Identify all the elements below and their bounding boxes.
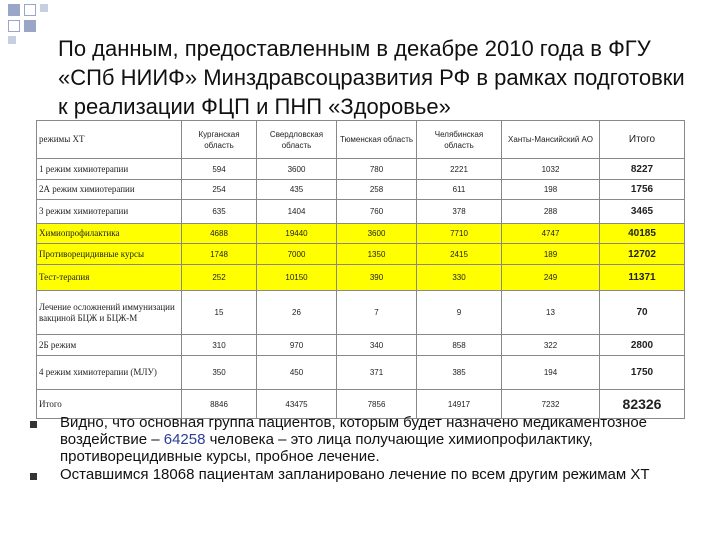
value-cell: 194 [502, 356, 600, 390]
header-cell: режимы ХТ [37, 121, 182, 159]
total-cell: 70 [600, 291, 685, 335]
table-row [37, 356, 685, 390]
value-cell: 2415 [417, 244, 502, 265]
value-cell: 310 [182, 335, 257, 356]
value-cell: 1748 [182, 244, 257, 265]
value-cell: 43475 [257, 390, 337, 419]
header-cell: Свердловская область [257, 121, 337, 159]
value-cell: 970 [257, 335, 337, 356]
total-cell: 2800 [600, 335, 685, 356]
bullet-item [30, 414, 700, 465]
total-cell: 11371 [600, 265, 685, 291]
header-cell: Челябинская область [417, 121, 502, 159]
row-label: Лечение осложнений иммунизации вакциной БЦЖ и БЦЖ-М [37, 291, 182, 335]
value-cell: 635 [182, 200, 257, 224]
total-cell: 3465 [600, 200, 685, 224]
value-cell: 7000 [257, 244, 337, 265]
value-cell: 350 [182, 356, 257, 390]
value-cell: 390 [337, 265, 417, 291]
bullet-text: Оставшимся 18068 пациентам запланировано лечение по всем другим режимам ХТ [60, 466, 650, 483]
table-header-row [37, 121, 685, 159]
value-cell: 258 [337, 180, 417, 200]
value-cell: 13 [502, 291, 600, 335]
value-cell: 10150 [257, 265, 337, 291]
value-cell: 15 [182, 291, 257, 335]
total-cell: 12702 [600, 244, 685, 265]
value-cell: 189 [502, 244, 600, 265]
value-cell: 450 [257, 356, 337, 390]
total-cell: 8227 [600, 159, 685, 180]
value-cell: 1032 [502, 159, 600, 180]
table-row [37, 335, 685, 356]
value-cell: 198 [502, 180, 600, 200]
decor-square [8, 20, 20, 32]
row-label: 2А режим химиотерапии [37, 180, 182, 200]
value-cell: 288 [502, 200, 600, 224]
total-cell: 1756 [600, 180, 685, 200]
table-row [37, 291, 685, 335]
value-cell: 252 [182, 265, 257, 291]
value-cell: 7710 [417, 224, 502, 244]
row-label: Тест-терапия [37, 265, 182, 291]
header-cell: Ханты-Мансийский АО [502, 121, 600, 159]
value-cell: 322 [502, 335, 600, 356]
table-body [37, 159, 685, 419]
total-cell: 40185 [600, 224, 685, 244]
row-label: 1 режим химиотерапии [37, 159, 182, 180]
value-cell: 7856 [337, 390, 417, 419]
row-label: Химиопрофилактика [37, 224, 182, 244]
table-row [37, 244, 685, 265]
value-cell: 7232 [502, 390, 600, 419]
value-cell: 26 [257, 291, 337, 335]
bullet-text-part: человека – это лица получающие химиопрофилактику, противорецидивные курсы, пробное лечение. [60, 431, 593, 465]
row-label: 4 режим химиотерапии (МЛУ) [37, 356, 182, 390]
value-cell: 594 [182, 159, 257, 180]
value-cell: 330 [417, 265, 502, 291]
value-cell: 249 [502, 265, 600, 291]
value-cell: 378 [417, 200, 502, 224]
bullet-text-part: Видно, что основная группа пациентов, которым будет назначено медикаментозное воздействие – [60, 414, 648, 448]
decor-square [8, 36, 16, 44]
total-cell: 82326 [600, 390, 685, 419]
highlighted-number: 64258 [163, 431, 206, 448]
value-cell: 371 [337, 356, 417, 390]
value-cell: 4747 [502, 224, 600, 244]
value-cell: 4688 [182, 224, 257, 244]
value-cell: 385 [417, 356, 502, 390]
decor-square [8, 4, 20, 16]
square-bullet-icon [30, 421, 37, 428]
value-cell: 435 [257, 180, 337, 200]
value-cell: 1350 [337, 244, 417, 265]
row-label: Итого [37, 390, 182, 419]
value-cell: 19440 [257, 224, 337, 244]
value-cell: 3600 [337, 224, 417, 244]
header-cell: Курганская область [182, 121, 257, 159]
decor-square [24, 4, 36, 16]
row-label: Противорецидивные курсы [37, 244, 182, 265]
bullet-list [30, 414, 700, 483]
value-cell: 340 [337, 335, 417, 356]
decor-square [40, 4, 48, 12]
value-cell: 780 [337, 159, 417, 180]
value-cell: 254 [182, 180, 257, 200]
value-cell: 8846 [182, 390, 257, 419]
value-cell: 7 [337, 291, 417, 335]
table-row [37, 200, 685, 224]
header-cell: Итого [600, 121, 685, 159]
value-cell: 9 [417, 291, 502, 335]
value-cell: 611 [417, 180, 502, 200]
value-cell: 3600 [257, 159, 337, 180]
value-cell: 760 [337, 200, 417, 224]
decor-square [24, 20, 36, 32]
table-row [37, 180, 685, 200]
table-row [37, 159, 685, 180]
value-cell: 1404 [257, 200, 337, 224]
row-label: 3 режим химиотерапии [37, 200, 182, 224]
row-label: 2Б режим [37, 335, 182, 356]
table-row [37, 265, 685, 291]
data-table [36, 120, 685, 419]
corner-decoration [0, 0, 50, 50]
value-cell: 14917 [417, 390, 502, 419]
value-cell: 858 [417, 335, 502, 356]
value-cell: 2221 [417, 159, 502, 180]
bullet-item [30, 466, 700, 483]
total-cell: 1750 [600, 356, 685, 390]
square-bullet-icon [30, 473, 37, 480]
table-row [37, 224, 685, 244]
slide-title: По данным, предоставленным в декабре 2010 года в ФГУ «СПб НИИФ» Минздравсоцразвития РФ в рамках подготовки к реализации ФЦП и ПНП «Здоровье» [58, 36, 685, 119]
header-cell: Тюменская область [337, 121, 417, 159]
